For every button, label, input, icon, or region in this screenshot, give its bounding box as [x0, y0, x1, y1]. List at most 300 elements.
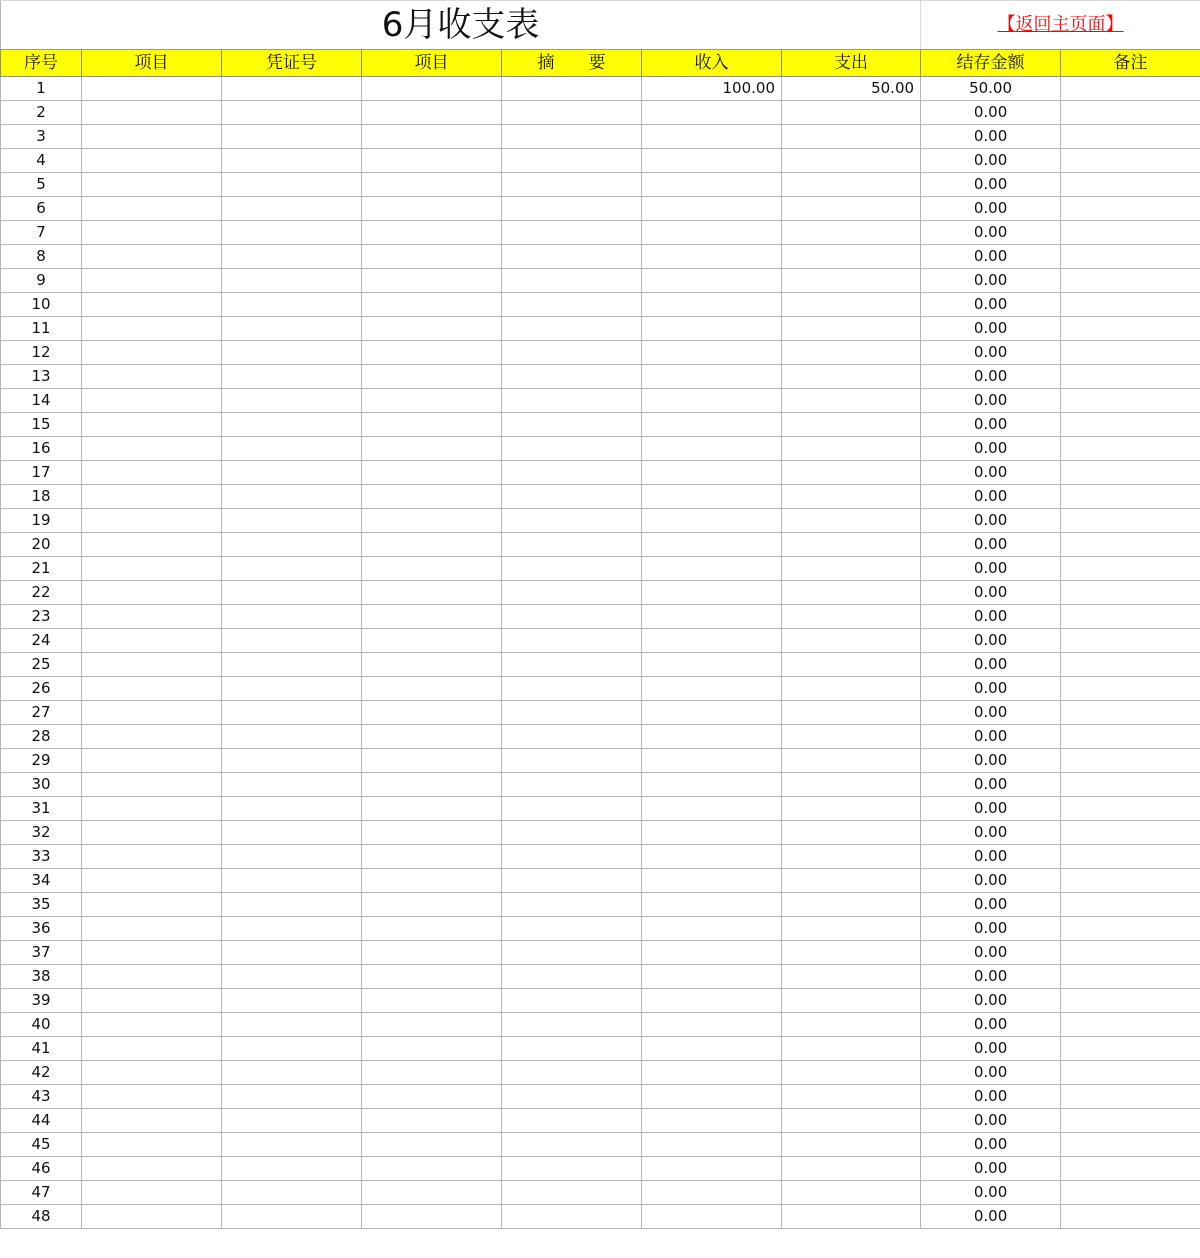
summary-cell[interactable] [502, 245, 642, 269]
income-cell[interactable] [642, 1085, 782, 1109]
balance-cell[interactable]: 50.00 [921, 77, 1061, 101]
item-2-cell[interactable] [362, 605, 502, 629]
notes-cell[interactable] [1061, 941, 1200, 965]
notes-cell[interactable] [1061, 773, 1200, 797]
seq-cell[interactable]: 23 [1, 605, 82, 629]
voucher-cell[interactable] [222, 749, 362, 773]
item-2-cell[interactable] [362, 293, 502, 317]
item-2-cell[interactable] [362, 1109, 502, 1133]
summary-cell[interactable] [502, 1181, 642, 1205]
notes-cell[interactable] [1061, 1181, 1200, 1205]
summary-cell[interactable] [502, 1109, 642, 1133]
notes-cell[interactable] [1061, 701, 1200, 725]
expense-cell[interactable] [782, 653, 921, 677]
seq-cell[interactable]: 21 [1, 557, 82, 581]
balance-cell[interactable]: 0.00 [921, 989, 1061, 1013]
voucher-cell[interactable] [222, 101, 362, 125]
item-2-cell[interactable] [362, 797, 502, 821]
voucher-cell[interactable] [222, 893, 362, 917]
summary-cell[interactable] [502, 845, 642, 869]
seq-cell[interactable]: 29 [1, 749, 82, 773]
income-cell[interactable] [642, 365, 782, 389]
voucher-cell[interactable] [222, 1085, 362, 1109]
item-cell[interactable] [82, 221, 222, 245]
expense-cell[interactable] [782, 845, 921, 869]
seq-cell[interactable]: 26 [1, 677, 82, 701]
seq-cell[interactable]: 13 [1, 365, 82, 389]
balance-cell[interactable]: 0.00 [921, 317, 1061, 341]
expense-cell[interactable] [782, 1181, 921, 1205]
income-cell[interactable] [642, 269, 782, 293]
notes-cell[interactable] [1061, 1157, 1200, 1181]
seq-cell[interactable]: 12 [1, 341, 82, 365]
balance-cell[interactable]: 0.00 [921, 845, 1061, 869]
notes-cell[interactable] [1061, 629, 1200, 653]
item-cell[interactable] [82, 1181, 222, 1205]
balance-cell[interactable]: 0.00 [921, 1181, 1061, 1205]
column-header-item-2[interactable]: 项目 [362, 50, 502, 77]
notes-cell[interactable] [1061, 677, 1200, 701]
expense-cell[interactable] [782, 269, 921, 293]
item-cell[interactable] [82, 653, 222, 677]
income-cell[interactable] [642, 245, 782, 269]
item-cell[interactable] [82, 677, 222, 701]
income-cell[interactable] [642, 821, 782, 845]
notes-cell[interactable] [1061, 581, 1200, 605]
item-cell[interactable] [82, 629, 222, 653]
balance-cell[interactable]: 0.00 [921, 413, 1061, 437]
expense-cell[interactable] [782, 389, 921, 413]
notes-cell[interactable] [1061, 1013, 1200, 1037]
expense-cell[interactable] [782, 701, 921, 725]
balance-cell[interactable]: 0.00 [921, 509, 1061, 533]
column-header-notes[interactable]: 备注 [1061, 50, 1200, 77]
expense-cell[interactable] [782, 1205, 921, 1229]
notes-cell[interactable] [1061, 365, 1200, 389]
voucher-cell[interactable] [222, 509, 362, 533]
balance-cell[interactable]: 0.00 [921, 125, 1061, 149]
voucher-cell[interactable] [222, 989, 362, 1013]
summary-cell[interactable] [502, 77, 642, 101]
voucher-cell[interactable] [222, 1037, 362, 1061]
income-cell[interactable] [642, 317, 782, 341]
voucher-cell[interactable] [222, 1061, 362, 1085]
income-cell[interactable] [642, 1037, 782, 1061]
voucher-cell[interactable] [222, 197, 362, 221]
income-cell[interactable] [642, 629, 782, 653]
balance-cell[interactable]: 0.00 [921, 701, 1061, 725]
item-2-cell[interactable] [362, 341, 502, 365]
expense-cell[interactable] [782, 965, 921, 989]
balance-cell[interactable]: 0.00 [921, 653, 1061, 677]
summary-cell[interactable] [502, 413, 642, 437]
item-2-cell[interactable] [362, 1181, 502, 1205]
seq-cell[interactable]: 47 [1, 1181, 82, 1205]
summary-cell[interactable] [502, 173, 642, 197]
seq-cell[interactable]: 25 [1, 653, 82, 677]
voucher-cell[interactable] [222, 269, 362, 293]
notes-cell[interactable] [1061, 869, 1200, 893]
expense-cell[interactable] [782, 773, 921, 797]
summary-cell[interactable] [502, 773, 642, 797]
seq-cell[interactable]: 27 [1, 701, 82, 725]
summary-cell[interactable] [502, 821, 642, 845]
income-cell[interactable] [642, 485, 782, 509]
item-cell[interactable] [82, 389, 222, 413]
seq-cell[interactable]: 42 [1, 1061, 82, 1085]
column-header-item[interactable]: 项目 [82, 50, 222, 77]
summary-cell[interactable] [502, 989, 642, 1013]
voucher-cell[interactable] [222, 485, 362, 509]
balance-cell[interactable]: 0.00 [921, 893, 1061, 917]
item-cell[interactable] [82, 701, 222, 725]
column-header-seq[interactable]: 序号 [1, 50, 82, 77]
voucher-cell[interactable] [222, 653, 362, 677]
item-cell[interactable] [82, 845, 222, 869]
balance-cell[interactable]: 0.00 [921, 725, 1061, 749]
expense-cell[interactable] [782, 581, 921, 605]
voucher-cell[interactable] [222, 341, 362, 365]
voucher-cell[interactable] [222, 1133, 362, 1157]
notes-cell[interactable] [1061, 341, 1200, 365]
item-2-cell[interactable] [362, 1085, 502, 1109]
balance-cell[interactable]: 0.00 [921, 293, 1061, 317]
expense-cell[interactable] [782, 941, 921, 965]
income-cell[interactable] [642, 437, 782, 461]
notes-cell[interactable] [1061, 1085, 1200, 1109]
item-cell[interactable] [82, 317, 222, 341]
item-2-cell[interactable] [362, 245, 502, 269]
seq-cell[interactable]: 8 [1, 245, 82, 269]
income-cell[interactable] [642, 101, 782, 125]
item-cell[interactable] [82, 461, 222, 485]
seq-cell[interactable]: 5 [1, 173, 82, 197]
notes-cell[interactable] [1061, 533, 1200, 557]
income-cell[interactable] [642, 581, 782, 605]
item-cell[interactable] [82, 197, 222, 221]
summary-cell[interactable] [502, 461, 642, 485]
income-cell[interactable] [642, 965, 782, 989]
income-cell[interactable] [642, 677, 782, 701]
seq-cell[interactable]: 34 [1, 869, 82, 893]
column-header-balance[interactable]: 结存金额 [921, 50, 1061, 77]
notes-cell[interactable] [1061, 77, 1200, 101]
item-cell[interactable] [82, 749, 222, 773]
item-cell[interactable] [82, 1109, 222, 1133]
expense-cell[interactable] [782, 1037, 921, 1061]
seq-cell[interactable]: 41 [1, 1037, 82, 1061]
item-2-cell[interactable] [362, 413, 502, 437]
notes-cell[interactable] [1061, 389, 1200, 413]
balance-cell[interactable]: 0.00 [921, 1037, 1061, 1061]
seq-cell[interactable]: 16 [1, 437, 82, 461]
notes-cell[interactable] [1061, 917, 1200, 941]
expense-cell[interactable] [782, 629, 921, 653]
income-cell[interactable] [642, 293, 782, 317]
summary-cell[interactable] [502, 797, 642, 821]
seq-cell[interactable]: 7 [1, 221, 82, 245]
notes-cell[interactable] [1061, 1205, 1200, 1229]
item-2-cell[interactable] [362, 701, 502, 725]
item-2-cell[interactable] [362, 125, 502, 149]
income-cell[interactable] [642, 917, 782, 941]
voucher-cell[interactable] [222, 437, 362, 461]
balance-cell[interactable]: 0.00 [921, 173, 1061, 197]
item-cell[interactable] [82, 1085, 222, 1109]
voucher-cell[interactable] [222, 173, 362, 197]
expense-cell[interactable] [782, 1109, 921, 1133]
income-cell[interactable] [642, 893, 782, 917]
summary-cell[interactable] [502, 101, 642, 125]
item-cell[interactable] [82, 965, 222, 989]
seq-cell[interactable]: 11 [1, 317, 82, 341]
balance-cell[interactable]: 0.00 [921, 533, 1061, 557]
voucher-cell[interactable] [222, 149, 362, 173]
back-to-main-link[interactable]: 【返回主页面】 [997, 14, 1124, 35]
summary-cell[interactable] [502, 557, 642, 581]
item-cell[interactable] [82, 269, 222, 293]
expense-cell[interactable] [782, 1061, 921, 1085]
item-cell[interactable] [82, 125, 222, 149]
expense-cell[interactable] [782, 341, 921, 365]
seq-cell[interactable]: 22 [1, 581, 82, 605]
expense-cell[interactable] [782, 245, 921, 269]
voucher-cell[interactable] [222, 389, 362, 413]
seq-cell[interactable]: 32 [1, 821, 82, 845]
seq-cell[interactable]: 1 [1, 77, 82, 101]
expense-cell[interactable] [782, 1133, 921, 1157]
balance-cell[interactable]: 0.00 [921, 581, 1061, 605]
voucher-cell[interactable] [222, 917, 362, 941]
seq-cell[interactable]: 17 [1, 461, 82, 485]
income-cell[interactable] [642, 749, 782, 773]
voucher-cell[interactable] [222, 533, 362, 557]
balance-cell[interactable]: 0.00 [921, 101, 1061, 125]
seq-cell[interactable]: 3 [1, 125, 82, 149]
expense-cell[interactable] [782, 725, 921, 749]
income-cell[interactable] [642, 509, 782, 533]
item-cell[interactable] [82, 437, 222, 461]
voucher-cell[interactable] [222, 677, 362, 701]
voucher-cell[interactable] [222, 941, 362, 965]
item-2-cell[interactable] [362, 365, 502, 389]
income-cell[interactable] [642, 413, 782, 437]
balance-cell[interactable]: 0.00 [921, 557, 1061, 581]
item-2-cell[interactable] [362, 749, 502, 773]
balance-cell[interactable]: 0.00 [921, 605, 1061, 629]
notes-cell[interactable] [1061, 197, 1200, 221]
summary-cell[interactable] [502, 893, 642, 917]
summary-cell[interactable] [502, 485, 642, 509]
summary-cell[interactable] [502, 125, 642, 149]
voucher-cell[interactable] [222, 821, 362, 845]
income-cell[interactable] [642, 1013, 782, 1037]
expense-cell[interactable] [782, 917, 921, 941]
seq-cell[interactable]: 40 [1, 1013, 82, 1037]
summary-cell[interactable] [502, 869, 642, 893]
voucher-cell[interactable] [222, 245, 362, 269]
item-2-cell[interactable] [362, 677, 502, 701]
summary-cell[interactable] [502, 509, 642, 533]
income-cell[interactable] [642, 941, 782, 965]
item-cell[interactable] [82, 485, 222, 509]
expense-cell[interactable] [782, 197, 921, 221]
voucher-cell[interactable] [222, 1109, 362, 1133]
voucher-cell[interactable] [222, 1205, 362, 1229]
expense-cell[interactable] [782, 101, 921, 125]
summary-cell[interactable] [502, 941, 642, 965]
notes-cell[interactable] [1061, 653, 1200, 677]
item-2-cell[interactable] [362, 941, 502, 965]
voucher-cell[interactable] [222, 797, 362, 821]
notes-cell[interactable] [1061, 749, 1200, 773]
item-2-cell[interactable] [362, 1205, 502, 1229]
item-cell[interactable] [82, 557, 222, 581]
notes-cell[interactable] [1061, 893, 1200, 917]
seq-cell[interactable]: 43 [1, 1085, 82, 1109]
notes-cell[interactable] [1061, 461, 1200, 485]
item-2-cell[interactable] [362, 149, 502, 173]
summary-cell[interactable] [502, 1061, 642, 1085]
income-cell[interactable] [642, 173, 782, 197]
item-cell[interactable] [82, 101, 222, 125]
item-2-cell[interactable] [362, 1037, 502, 1061]
expense-cell[interactable] [782, 869, 921, 893]
balance-cell[interactable]: 0.00 [921, 749, 1061, 773]
summary-cell[interactable] [502, 917, 642, 941]
summary-cell[interactable] [502, 149, 642, 173]
expense-cell[interactable] [782, 413, 921, 437]
item-2-cell[interactable] [362, 1157, 502, 1181]
seq-cell[interactable]: 38 [1, 965, 82, 989]
seq-cell[interactable]: 35 [1, 893, 82, 917]
seq-cell[interactable]: 44 [1, 1109, 82, 1133]
item-2-cell[interactable] [362, 485, 502, 509]
voucher-cell[interactable] [222, 629, 362, 653]
summary-cell[interactable] [502, 581, 642, 605]
balance-cell[interactable]: 0.00 [921, 821, 1061, 845]
notes-cell[interactable] [1061, 413, 1200, 437]
seq-cell[interactable]: 28 [1, 725, 82, 749]
summary-cell[interactable] [502, 269, 642, 293]
item-cell[interactable] [82, 413, 222, 437]
back-link-cell[interactable] [921, 1, 1200, 50]
income-cell[interactable] [642, 461, 782, 485]
item-cell[interactable] [82, 1013, 222, 1037]
expense-cell[interactable] [782, 293, 921, 317]
seq-cell[interactable]: 19 [1, 509, 82, 533]
notes-cell[interactable] [1061, 1109, 1200, 1133]
expense-cell[interactable] [782, 125, 921, 149]
balance-cell[interactable]: 0.00 [921, 269, 1061, 293]
item-2-cell[interactable] [362, 221, 502, 245]
balance-cell[interactable]: 0.00 [921, 389, 1061, 413]
voucher-cell[interactable] [222, 221, 362, 245]
item-cell[interactable] [82, 773, 222, 797]
voucher-cell[interactable] [222, 365, 362, 389]
voucher-cell[interactable] [222, 605, 362, 629]
column-header-income[interactable]: 收入 [642, 50, 782, 77]
notes-cell[interactable] [1061, 221, 1200, 245]
balance-cell[interactable]: 0.00 [921, 1085, 1061, 1109]
summary-cell[interactable] [502, 293, 642, 317]
balance-cell[interactable]: 0.00 [921, 773, 1061, 797]
summary-cell[interactable] [502, 533, 642, 557]
expense-cell[interactable]: 50.00 [782, 77, 921, 101]
expense-cell[interactable] [782, 461, 921, 485]
summary-cell[interactable] [502, 1037, 642, 1061]
balance-cell[interactable]: 0.00 [921, 1013, 1061, 1037]
voucher-cell[interactable] [222, 965, 362, 989]
seq-cell[interactable]: 36 [1, 917, 82, 941]
notes-cell[interactable] [1061, 989, 1200, 1013]
seq-cell[interactable]: 6 [1, 197, 82, 221]
balance-cell[interactable]: 0.00 [921, 941, 1061, 965]
seq-cell[interactable]: 14 [1, 389, 82, 413]
item-cell[interactable] [82, 1061, 222, 1085]
balance-cell[interactable]: 0.00 [921, 437, 1061, 461]
income-cell[interactable] [642, 341, 782, 365]
item-cell[interactable] [82, 821, 222, 845]
column-header-voucher[interactable]: 凭证号 [222, 50, 362, 77]
income-cell[interactable] [642, 797, 782, 821]
summary-cell[interactable] [502, 1013, 642, 1037]
item-2-cell[interactable] [362, 725, 502, 749]
notes-cell[interactable] [1061, 269, 1200, 293]
seq-cell[interactable]: 37 [1, 941, 82, 965]
item-2-cell[interactable] [362, 557, 502, 581]
balance-cell[interactable]: 0.00 [921, 917, 1061, 941]
voucher-cell[interactable] [222, 461, 362, 485]
item-2-cell[interactable] [362, 509, 502, 533]
expense-cell[interactable] [782, 749, 921, 773]
expense-cell[interactable] [782, 797, 921, 821]
income-cell[interactable] [642, 1181, 782, 1205]
item-2-cell[interactable] [362, 653, 502, 677]
item-2-cell[interactable] [362, 317, 502, 341]
notes-cell[interactable] [1061, 245, 1200, 269]
summary-cell[interactable] [502, 317, 642, 341]
balance-cell[interactable]: 0.00 [921, 221, 1061, 245]
voucher-cell[interactable] [222, 293, 362, 317]
income-cell[interactable] [642, 1133, 782, 1157]
balance-cell[interactable]: 0.00 [921, 245, 1061, 269]
expense-cell[interactable] [782, 1157, 921, 1181]
seq-cell[interactable]: 15 [1, 413, 82, 437]
item-2-cell[interactable] [362, 197, 502, 221]
expense-cell[interactable] [782, 605, 921, 629]
notes-cell[interactable] [1061, 1037, 1200, 1061]
item-cell[interactable] [82, 365, 222, 389]
item-2-cell[interactable] [362, 629, 502, 653]
notes-cell[interactable] [1061, 485, 1200, 509]
column-header-summary[interactable]: 摘 要 [502, 50, 642, 77]
item-2-cell[interactable] [362, 917, 502, 941]
expense-cell[interactable] [782, 317, 921, 341]
item-cell[interactable] [82, 581, 222, 605]
voucher-cell[interactable] [222, 725, 362, 749]
expense-cell[interactable] [782, 893, 921, 917]
voucher-cell[interactable] [222, 581, 362, 605]
item-cell[interactable] [82, 533, 222, 557]
notes-cell[interactable] [1061, 821, 1200, 845]
seq-cell[interactable]: 2 [1, 101, 82, 125]
item-cell[interactable] [82, 797, 222, 821]
seq-cell[interactable]: 46 [1, 1157, 82, 1181]
seq-cell[interactable]: 30 [1, 773, 82, 797]
voucher-cell[interactable] [222, 1181, 362, 1205]
voucher-cell[interactable] [222, 1013, 362, 1037]
